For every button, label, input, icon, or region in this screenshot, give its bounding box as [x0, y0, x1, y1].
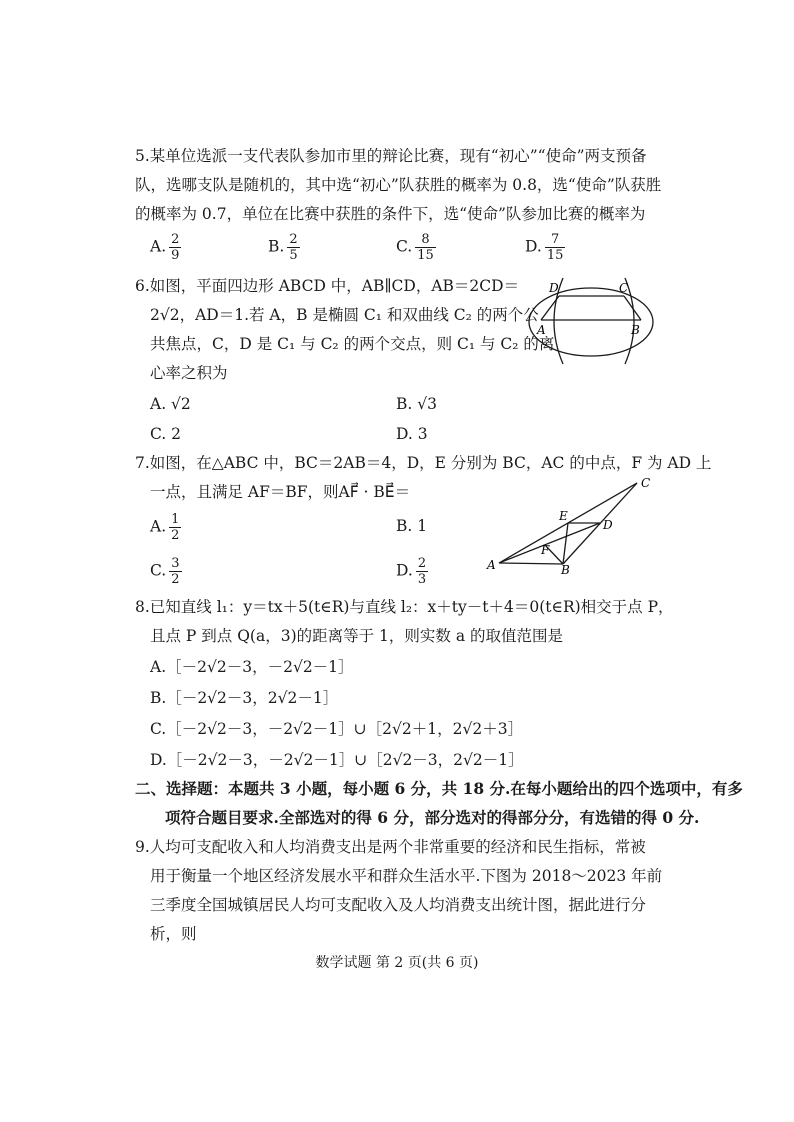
q6-option-b: B. √3 — [396, 395, 437, 413]
q5-option-d — [525, 232, 565, 263]
option-label: D. — [525, 237, 542, 256]
q9-line-3: 三季度全国城镇居民人均可支配收入及人均消费支出统计图，据此进行分 — [150, 896, 647, 914]
q5-option-b — [268, 232, 300, 263]
label-d: D — [549, 281, 559, 295]
option-label: C. — [150, 561, 167, 580]
q7-option-d — [396, 556, 428, 587]
option-label: D. — [396, 561, 413, 580]
q6-option-a: A. √2 — [150, 395, 191, 413]
segment-be — [563, 523, 568, 564]
label-e: E — [559, 509, 568, 523]
q8-line-2: 且点 P 到点 Q(a，3)的距离等于 1，则实数 a 的取值范围是 — [150, 627, 563, 645]
q8-option-c: C.［－2√2－3，－2√2－1］∪［2√2＋1，2√2＋3］ — [150, 720, 524, 738]
q5-line-3: 的概率为 0.7，单位在比赛中获胜的条件下，选“使命”队参加比赛的概率为 — [135, 205, 646, 223]
label-b: B — [561, 563, 570, 575]
q8-option-a: A.［－2√2－3，－2√2－1］ — [150, 658, 354, 676]
q6-option-d: D. 3 — [396, 425, 428, 443]
option-label: C. — [396, 237, 413, 256]
q5-option-a — [150, 232, 181, 263]
fraction: $\frac{1}{2}$ — [171, 512, 180, 543]
label-d: D — [603, 518, 613, 532]
label-a: A — [537, 323, 546, 337]
q8-option-d: D.［－2√2－3，－2√2－1］∪［2√2－3，2√2－1］ — [150, 751, 524, 769]
label-c: C — [619, 281, 629, 295]
q6-line-2: 2√2，AD＝1.若 A，B 是椭圆 C₁ 和双曲线 C₂ 的两个公 — [150, 306, 539, 324]
q8-line-1: 8.已知直线 l₁：y＝tx＋5(t∈R)与直线 l₂：x＋ty－t＋4＝0(t∈R)相交于点 P， — [135, 598, 674, 616]
section2-line-1: 二、选择题：本题共 3 小题，每小题 6 分，共 18 分.在每小题给出的四个选项中，有多 — [135, 779, 743, 798]
option-label: A. — [150, 237, 167, 256]
option-label: B. — [268, 237, 285, 256]
q6-line-3: 共焦点，C，D 是 C₁ 与 C₂ 的两个交点，则 C₁ 与 C₂ 的离 — [150, 335, 555, 353]
q9-line-1: 9.人均可支配收入和人均消费支出是两个非常重要的经济和民生指标，常被 — [135, 838, 646, 856]
q7-line-2: 一点，且满足 AF＝BF，则AF⃗ · BE⃗＝ — [150, 483, 411, 501]
q6-line-4: 心率之积为 — [150, 364, 228, 382]
label-b: B — [631, 323, 640, 337]
q7-option-a — [150, 512, 181, 543]
fraction: $\frac{2}{5}$ — [289, 232, 298, 263]
q6-option-c: C. 2 — [150, 425, 182, 443]
fraction: $\frac{7}{15}$ — [546, 232, 564, 263]
q5-line-1: 5.某单位选派一支代表队参加市里的辩论比赛，现有“初心”“使命”两支预备 — [135, 147, 647, 165]
label-a: A — [487, 558, 496, 572]
fraction: $\frac{2}{9}$ — [171, 232, 180, 263]
q5-option-c — [396, 232, 436, 263]
q7-option-c — [150, 556, 182, 587]
fraction: $\frac{2}{3}$ — [417, 556, 427, 587]
fraction: $\frac{3}{2}$ — [171, 556, 180, 587]
q6-line-1: 6.如图，平面四边形 ABCD 中，AB∥CD，AB＝2CD＝ — [135, 277, 520, 295]
segment-ad — [499, 523, 600, 563]
q7-line-1: 7.如图，在△ABC 中，BC＝2AB＝4，D，E 分别为 BC，AC 的中点，F 为 AD 上 — [135, 454, 712, 472]
label-c: C — [641, 476, 651, 490]
q6-figure-ellipse-hyperbola — [527, 276, 657, 366]
section2-line-2: 项符合题目要求.全部选对的得 6 分，部分选对的得部分分，有选错的得 0 分. — [165, 808, 700, 827]
q7-figure-triangle — [485, 475, 655, 575]
q5-line-2: 队，选哪支队是随机的，其中选“初心”队获胜的概率为 0.8，选“使命”队获胜 — [135, 176, 662, 194]
q8-option-b: B.［－2√2－3，2√2－1］ — [150, 689, 339, 707]
q9-line-4: 析，则 — [150, 925, 197, 943]
fraction: $\frac{8}{15}$ — [417, 232, 434, 263]
q9-line-2: 用于衡量一个地区经济发展水平和群众生活水平.下图为 2018～2023 年前 — [150, 867, 663, 885]
q7-option-b: B. 1 — [396, 517, 428, 535]
label-f: F — [541, 543, 550, 557]
segment-ab — [499, 563, 563, 564]
page-footer: 数学试题 第 2 页(共 6 页) — [315, 955, 479, 971]
option-label: A. — [150, 517, 167, 536]
